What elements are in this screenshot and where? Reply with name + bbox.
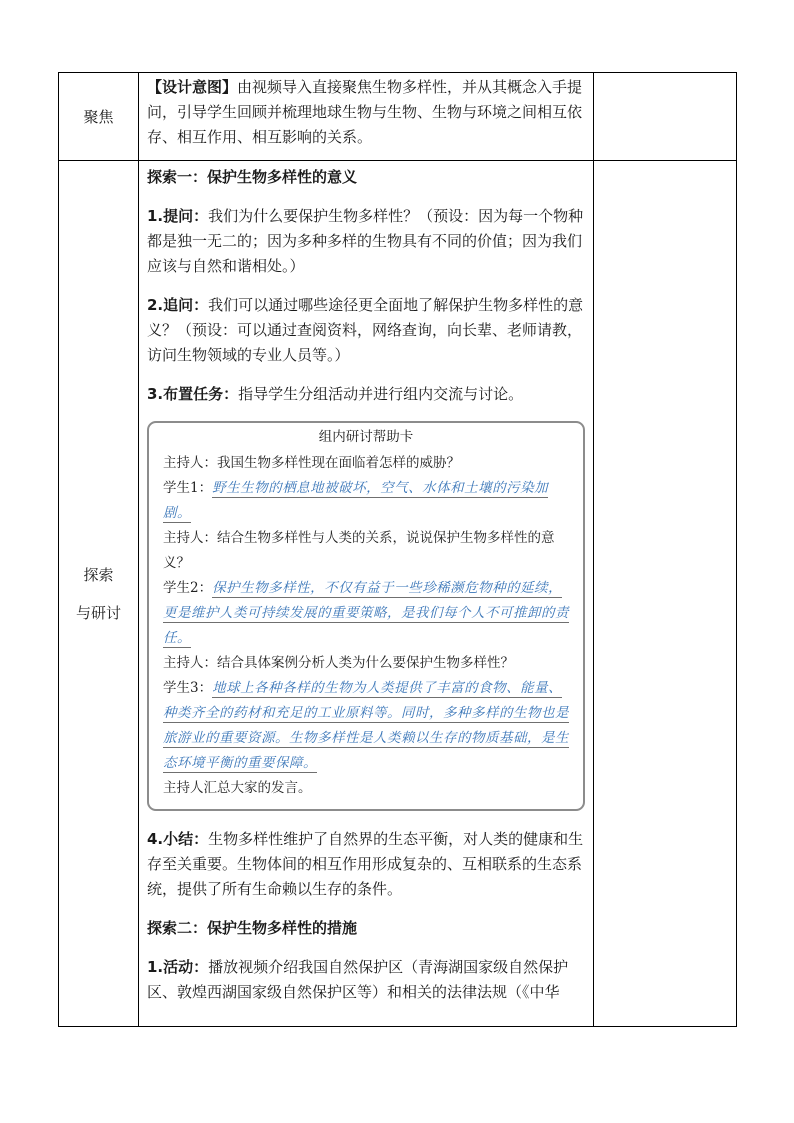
focus-row <box>59 73 737 161</box>
explore-label-line2: 与研讨 <box>75 603 121 622</box>
student3-label: 学生3： <box>163 680 213 696</box>
design-intent-tag: 【设计意图】 <box>147 78 238 96</box>
item4-paragraph <box>147 827 585 902</box>
student3-answer-block <box>163 676 569 776</box>
design-intent-text: 由视频导入直接聚焦生物多样性，并从其概念入手提问，引导学生回顾并梳理地球生物与生物、生物与环境之间相互依存、相互作用、相互影响的关系。 <box>147 78 583 146</box>
section1-title: 探索一：保护生物多样性的意义 <box>147 168 358 186</box>
explore-label-cell <box>59 161 139 1027</box>
item2-text: 我们可以通过哪些途径更全面地了解保护生物多样性的意义？（预设：可以通过查阅资料，网络查询，向长辈、老师请教，访问生物领域的专业人员等。） <box>147 296 584 364</box>
explore-notes-cell <box>594 161 737 1027</box>
item3-text: 指导学生分组活动并进行组内交流与讨论。 <box>238 385 524 403</box>
discussion-help-card <box>147 421 585 811</box>
student2-answer-block <box>163 576 569 651</box>
explore-label-line1: 探索 <box>83 565 114 584</box>
focus-label: 聚焦 <box>83 107 114 126</box>
student2-label: 学生2： <box>163 580 213 596</box>
item2-paragraph <box>147 293 585 368</box>
host-question-3: 主持人：结合具体案例分析人类为什么要保护生物多样性？ <box>163 655 514 671</box>
student2-answer: 保护生物多样性，不仅有益于一些珍稀濒危物种的延续，更是维护人类可持续发展的重要策略，是我们每个人不可推卸的责任。 <box>163 580 569 646</box>
explore-content-cell <box>139 161 594 1027</box>
host-question-2: 主持人：结合生物多样性与人类的关系，说说保护生物多样性的意义？ <box>163 530 555 571</box>
item5-text: 播放视频介绍我国自然保护区（青海湖国家级自然保护区、敦煌西湖国家级自然保护区等）和相关的法律法规（《中华 <box>147 958 569 1001</box>
card-title: 组内研讨帮助卡 <box>318 429 414 445</box>
item5-label: 1.活动： <box>147 958 209 976</box>
explore-row <box>59 161 737 1027</box>
focus-content-cell <box>139 73 594 161</box>
lesson-plan-table <box>58 72 737 1027</box>
student1-label: 学生1： <box>163 480 213 496</box>
item3-label: 3.布置任务： <box>147 385 239 403</box>
student3-answer: 地球上各种各样的生物为人类提供了丰富的食物、能量、种类齐全的药材和充足的工业原料等。同时，多种多样的生物也是旅游业的重要资源。生物多样性是人类赖以生存的物质基础，是生态环境平衡的重要保障。 <box>163 680 569 771</box>
focus-notes-cell <box>594 73 737 161</box>
item5-paragraph <box>147 955 585 1005</box>
host-question-1: 主持人：我国生物多样性现在面临着怎样的威胁？ <box>163 455 460 471</box>
item4-label: 4.小结： <box>147 830 209 848</box>
host-closing: 主持人汇总大家的发言。 <box>163 780 312 796</box>
student1-answer: 野生生物的栖息地被破坏，空气、水体和土壤的污染加剧。 <box>163 480 549 521</box>
item1-paragraph <box>147 204 585 279</box>
focus-label-cell <box>59 73 139 161</box>
item3-paragraph <box>147 382 585 407</box>
item1-text: 我们为什么要保护生物多样性？（预设：因为每一个物种都是独一无二的；因为多种多样的生物具有不同的价值；因为我们应该与自然和谐相处。） <box>147 207 584 275</box>
item2-label: 2.追问： <box>147 296 209 314</box>
design-intent-paragraph <box>147 75 585 150</box>
student1-answer-block <box>163 476 569 526</box>
item4-text: 生物多样性维护了自然界的生态平衡，对人类的健康和生存至关重要。生物体间的相互作用形成复杂的、互相联系的生态系统，提供了所有生命赖以生存的条件。 <box>147 830 584 898</box>
item1-label: 1.提问： <box>147 207 209 225</box>
section2-title: 探索二：保护生物多样性的措施 <box>147 919 358 937</box>
